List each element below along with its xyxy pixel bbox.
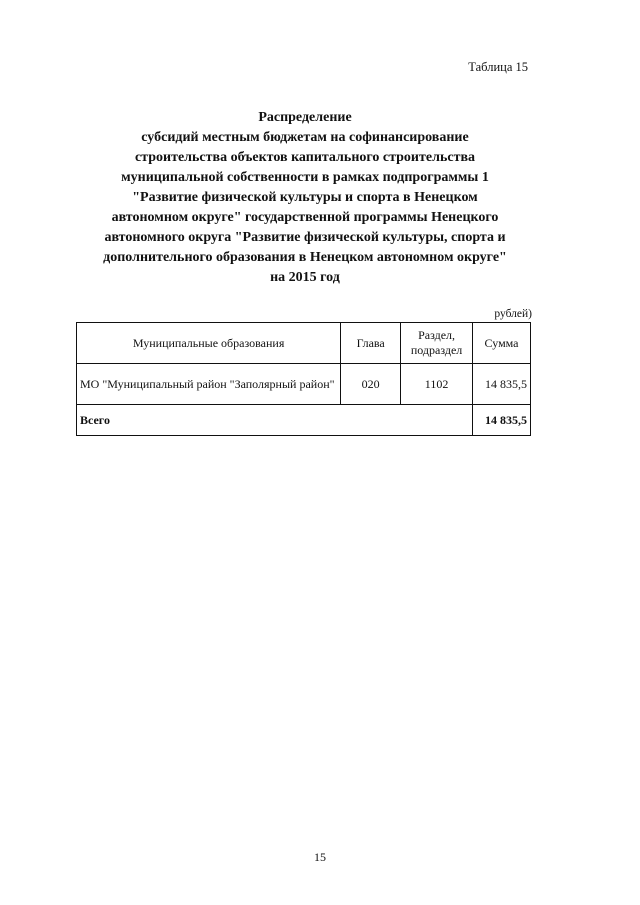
- table-header-row: [77, 323, 531, 364]
- header-chapter: Глава: [341, 323, 401, 364]
- table-row: [77, 364, 531, 405]
- title-line: строительства объектов капитального строительства: [134, 150, 476, 165]
- header-section: [401, 323, 473, 364]
- title-line: дополнительного образования в Ненецком автономном округе": [103, 250, 507, 265]
- title-line: "Развитие физической культуры и спорта в Ненецком: [132, 190, 478, 205]
- title-line: Распределение: [258, 110, 352, 125]
- title-line: автономного округа "Развитие физической культуры, спорта и: [104, 230, 506, 245]
- cell-amount: 14 835,5: [473, 364, 531, 405]
- subsidy-table: [76, 322, 531, 436]
- total-label: Всего: [77, 405, 473, 436]
- header-section-line2: подраздел: [410, 343, 463, 357]
- header-amount: Сумма: [473, 323, 531, 364]
- title-line: автономном округе" государственной программы Ненецкого: [111, 210, 499, 225]
- cell-section: 1102: [401, 364, 473, 405]
- document-title: [70, 108, 540, 288]
- total-row: [77, 405, 531, 436]
- title-line: субсидий местным бюджетам на софинансирование: [141, 130, 469, 145]
- title-line: муниципальной собственности в рамках подпрограммы 1: [121, 170, 489, 185]
- total-amount: 14 835,5: [473, 405, 531, 436]
- header-section-line1: Раздел,: [418, 328, 456, 342]
- header-municipality: Муниципальные образования: [77, 323, 341, 364]
- cell-municipality: МО "Муниципальный район "Заполярный район": [77, 364, 341, 405]
- cell-chapter: 020: [341, 364, 401, 405]
- units-label: рублей): [494, 308, 532, 320]
- page-number: 15: [314, 850, 326, 864]
- title-line: на 2015 год: [270, 270, 340, 285]
- table-number: Таблица 15: [468, 60, 528, 74]
